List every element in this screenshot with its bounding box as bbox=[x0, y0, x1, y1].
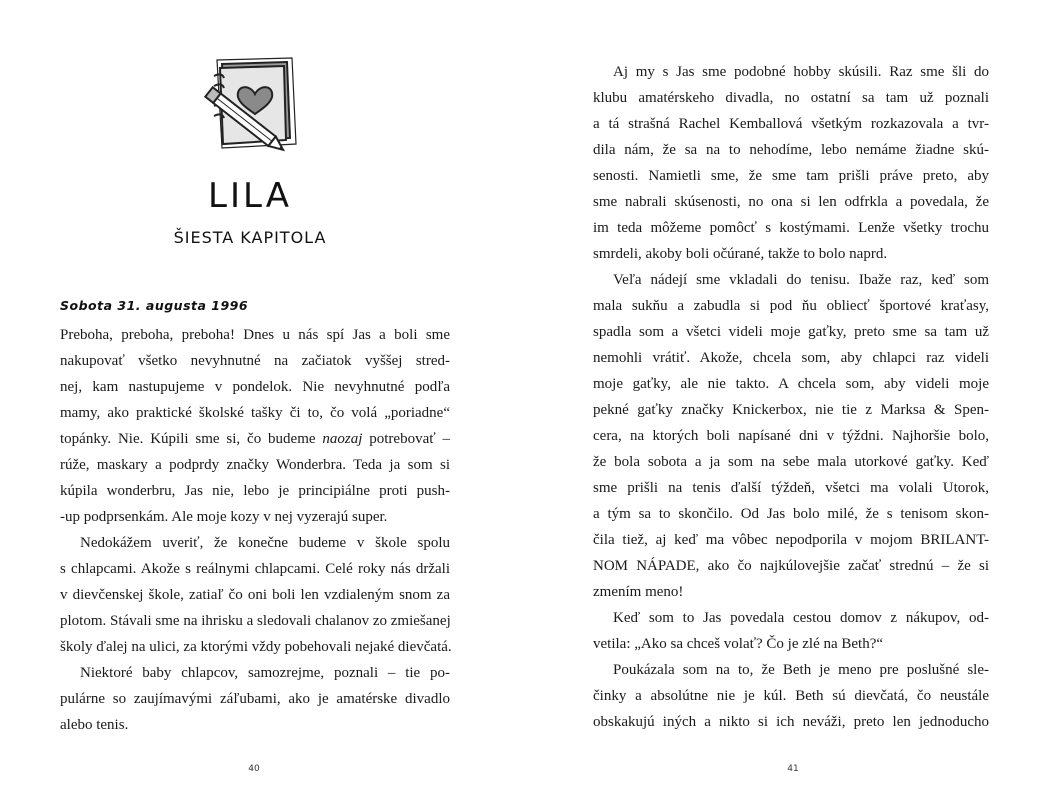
paragraph bbox=[60, 322, 450, 530]
emphasis-word: naozaj bbox=[322, 431, 363, 447]
right-page bbox=[523, 0, 1045, 800]
diary-date: Sobota 31. augusta 1996 bbox=[60, 298, 249, 313]
page-number: 41 bbox=[787, 764, 799, 774]
paragraph bbox=[60, 530, 450, 660]
text-line: rúže, maskary a podprdy značky Wonderbra. Teda ja som si bbox=[60, 457, 450, 473]
text-line: topánky. Nie. Kúpili sme si, čo budeme naozaj potrebovať – bbox=[60, 431, 451, 447]
text-line: plotom. Stávali sme na ihrisku a sledovali chalanov zo zmiešanej bbox=[60, 613, 451, 629]
text-line: Nedokážem uveriť, že konečne budeme v škole spolu bbox=[80, 535, 450, 551]
text-line: obskakujú iných a nikto si ich neváži, preto len jednoducho bbox=[593, 714, 989, 730]
text-line: Niektoré baby chlapcov, samozrejme, poznali – tie po- bbox=[80, 665, 450, 681]
text-line: Aj my s Jas sme podobné hobby skúsili. Raz sme šli do bbox=[613, 64, 989, 80]
chapter-title: LILA bbox=[208, 176, 292, 216]
text-line: že bola sobota a ja som na sebe mala utorkové gaťky. Keď bbox=[593, 454, 989, 470]
text-line: školy ďalej na ulici, za ktorými vždy pobehovali nejaké dievčatá. bbox=[60, 639, 452, 655]
text-line: senosti. Namietli sme, že sme tam prišli práve preto, aby bbox=[593, 168, 989, 184]
text-line: kúpila wonderbru, Jas nie, lebo je principiálne proti push- bbox=[60, 483, 450, 499]
text-line: -up podprsenkám. Ale moje kozy v nej vyzerajú super. bbox=[60, 509, 388, 525]
chapter-subtitle: ŠIESTA KAPITOLA bbox=[173, 228, 327, 247]
text-line: sme prišli na tenis ďalší týždeň, všetci ma volali Utorok, bbox=[593, 480, 989, 496]
paragraph bbox=[593, 605, 989, 657]
text-line: sme nabrali skúsenosti, no ona si len odfrkla a povedala, že bbox=[593, 194, 989, 210]
paragraph bbox=[593, 657, 989, 735]
text-line: a tým sa to skončilo. Od Jas bolo milé, že s tenisom skon- bbox=[593, 506, 989, 522]
text-line: mamy, ako praktické školské tašky či to, čo volá „poriadne“ bbox=[60, 405, 450, 421]
text-line: Veľa nádejí sme vkladali do tenisu. Ibaže raz, keď som bbox=[613, 272, 989, 288]
page-number: 40 bbox=[248, 764, 260, 774]
paragraph bbox=[60, 660, 450, 738]
text-line: vetila: „Ako sa chceš volať? Čo je zlé na Beth?“ bbox=[593, 636, 884, 652]
text-line: pekné gaťky značky Knickerbox, nie tie z Marksa & Spen- bbox=[593, 402, 989, 418]
text-line: cera, na ktorých boli napísané dni v týždni. Najhoršie bolo, bbox=[593, 428, 989, 444]
text-line: pulárne so zaujímavými záľubami, ako je amatérske divadlo bbox=[60, 691, 450, 707]
text-line: moje gaťky, ale nie takto. A chcela som, aby videli moje bbox=[593, 376, 989, 392]
text-line: mala sukňu a zabudla si pod ňu obliecť športové kraťasy, bbox=[593, 298, 989, 314]
paragraph bbox=[593, 59, 989, 267]
text-line: smrdeli, akoby boli očúrané, takže to bolo naprd. bbox=[593, 246, 888, 262]
right-body-text bbox=[593, 59, 989, 735]
text-line: nej, kam nastupujeme v pondelok. Nie nevyhnutné podľa bbox=[60, 379, 450, 395]
text-line: s chlapcami. Akože s reálnymi chlapcami. Celé roky nás držali bbox=[60, 561, 450, 577]
notebook-heart-pencil-icon bbox=[200, 54, 300, 160]
text-line: NOM NÁPADE, ako čo najkúlovejšie začať strednú – že si bbox=[593, 558, 989, 574]
text-line: nakupovať všetko nevyhnutné na začiatok vyššej stred- bbox=[60, 353, 450, 369]
paragraph bbox=[593, 267, 989, 605]
text-line: nemohli vrátiť. Akože, chcela som, aby chlapci raz videli bbox=[593, 350, 989, 366]
left-page bbox=[0, 0, 522, 800]
text-line: a tá strašná Rachel Kemballová všetkým rozkazovala a tvr- bbox=[593, 116, 989, 132]
text-line: čila tiež, aj keď ma vôbec nepodporila v mojom BRILANT- bbox=[593, 532, 989, 548]
text-line: Poukázala som na to, že Beth je meno pre poslušné sle- bbox=[613, 662, 989, 678]
text-line: činky a absolútne nie je kúl. Beth sú dievčatá, čo neustále bbox=[593, 688, 989, 704]
text-line: Preboha, preboha, preboha! Dnes u nás spí Jas a boli sme bbox=[60, 327, 450, 343]
text-line: Keď som to Jas povedala cestou domov z nákupov, od- bbox=[613, 610, 989, 626]
text-line: zmením meno! bbox=[593, 584, 684, 600]
text-line: klubu amatérskeho divadla, no ostatní sa tam už poznali bbox=[593, 90, 989, 106]
text-line: spadla som a všetci videli moje gaťky, preto sme sa tam už bbox=[593, 324, 989, 340]
text-line: im teda môžeme pomôcť s kostýmami. Lenže všetky trochu bbox=[593, 220, 989, 236]
text-line: v dievčenskej škole, zatiaľ čo oni boli len vzdialeným snom za bbox=[60, 587, 450, 603]
text-line: alebo tenis. bbox=[60, 717, 129, 733]
left-body-text bbox=[60, 322, 450, 738]
text-line: dila nám, že sa na to nehodíme, lebo nemáme žiadne skú- bbox=[593, 142, 989, 158]
